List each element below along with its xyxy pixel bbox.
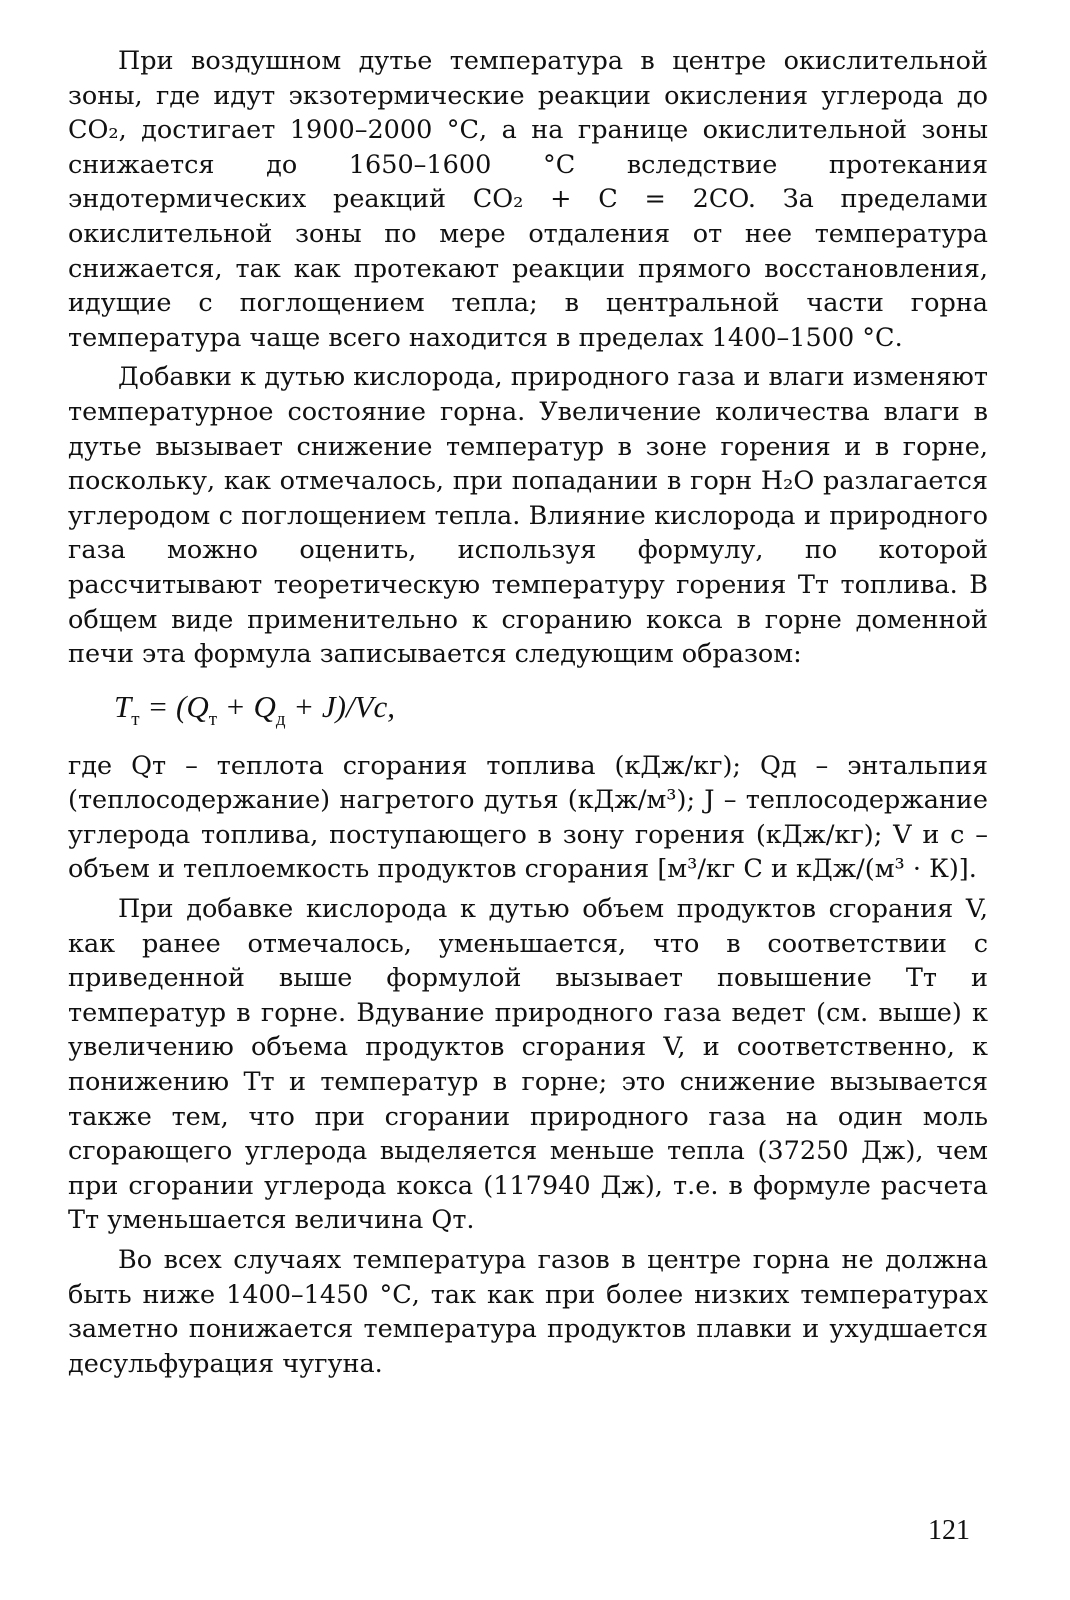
formula-q2-sub: д [275,708,286,730]
page-body [68,44,988,1381]
paragraph-oxidation-zone: При воздушном дутье температура в центре окислительной зоны, где идут экзотермические реакции окисления углерода до CO₂, достигает 1900–2000 °С, а на границе окислительной зоны снижается до 1650–1600 °С вследствие протекания эндотермических реакций CO₂ + C = 2CO. За пределами окислительной зоны по мере отдаления от нее температура снижается, так как протекают реакции прямого восстановления, идущие с поглощением тепла; в центральной части горна температура чаще всего находится в пределах 1400–1500 °С. [68,46,988,353]
formula-eq: = ( [139,688,187,724]
formula-q1-sub: т [208,708,218,730]
page-number: 121 [928,1515,970,1546]
formula-q2: Q [253,688,276,724]
formula-t: T [114,688,132,724]
paragraph-formula-legend: где Qт – теплота сгорания топлива (кДж/кг); Qд – энтальпия (теплосодержание) нагретого дутья (кДж/м³); J – теплосодержание углерода топлива, поступающего в зону горения (кДж/кг); V и c – объем и теплоемкость продуктов сгорания [м³/кг С и кДж/(м³ · К)]. [68,750,988,885]
formula-q1: Q [186,688,209,724]
formula-rest: + J)/Vc, [285,688,396,724]
paragraph-blast-additives: Добавки к дутью кислорода, природного газа и влаги изменяют температурное состояние горна. Увеличение количества влаги в дутье вызывает снижение температур в зоне горения и в горне, поскольку, как отмечалось, при попадании в горн H₂O разлагается углеродом с поглощением тепла. Влияние кислорода и природного газа можно оценить, используя формулу, по которой рассчитывают теоретическую температуру горения Tт топлива. В общем виде применительно к сгоранию кокса в горне доменной печи эта формула записывается следующим образом: [68,362,988,670]
combustion-temperature-formula [68,686,988,733]
paragraph-oxygen-gas-effect: При добавке кислорода к дутью объем продуктов сгорания V, как ранее отмечалось, уменьшается, что в соответствии с приведенной выше формулой вызывает повышение Tт и температур в горне. Вдувание природного газа ведет (см. выше) к увеличению объема продуктов сгорания V, и соответственно, к понижению Tт и температур в горне; это снижение вызывается также тем, что при сгорании природного газа на один моль сгорающего углерода выделяется меньше тепла (37250 Дж), чем при сгорании углерода кокса (117940 Дж), т.е. в формуле расчета Tт уменьшается величина Qт. [68,894,988,1236]
formula-plus: + [217,688,254,724]
formula-t-sub: т [131,708,140,730]
paragraph-conclusion: Во всех случаях температура газов в центре горна не должна быть ниже 1400–1450 °С, так как при более низких температурах заметно понижается температура продуктов плавки и ухудшается десульфурация чугуна. [68,1245,988,1379]
